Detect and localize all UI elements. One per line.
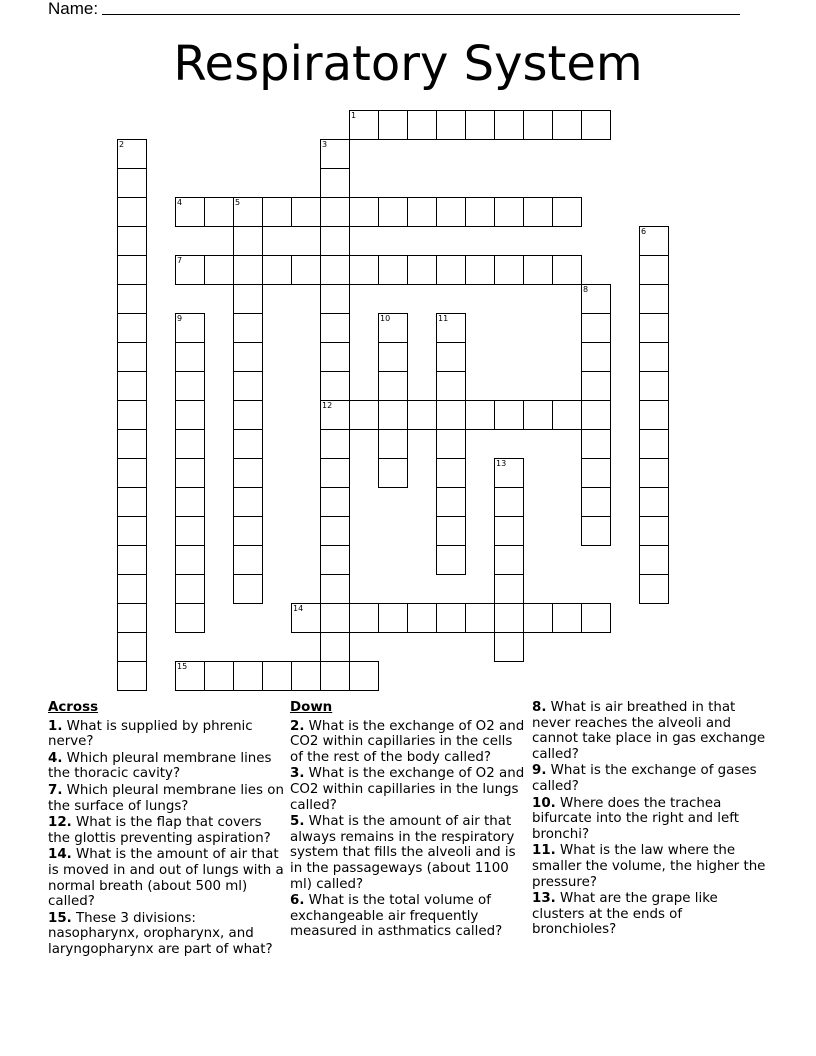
clue-number-label: 4 xyxy=(177,198,183,207)
grid-cell[interactable] xyxy=(233,371,263,401)
grid-cell[interactable] xyxy=(320,226,350,256)
clue-number: 2. xyxy=(290,718,305,734)
grid-cell[interactable] xyxy=(523,603,553,633)
clue-text: What is the total volume of exchangeable air frequently measured in asthmatics called? xyxy=(290,893,503,940)
grid-cell[interactable] xyxy=(204,255,234,285)
grid-cell[interactable] xyxy=(204,197,234,227)
grid-cell[interactable] xyxy=(117,371,147,401)
clue-number: 6. xyxy=(290,893,305,909)
grid-cell[interactable] xyxy=(639,574,669,604)
grid-cell[interactable] xyxy=(117,168,147,198)
grid-cell[interactable] xyxy=(349,197,379,227)
grid-cell[interactable] xyxy=(117,342,147,372)
down-heading: Down xyxy=(290,700,333,715)
grid-cell[interactable] xyxy=(349,400,379,430)
clue-number: 9. xyxy=(532,763,547,779)
grid-cell[interactable] xyxy=(349,661,379,691)
across-clues xyxy=(48,700,284,959)
grid-cell[interactable] xyxy=(581,371,611,401)
grid-cell[interactable] xyxy=(581,487,611,517)
grid-cell[interactable] xyxy=(175,197,205,227)
grid-cell[interactable] xyxy=(465,110,495,140)
grid-cell[interactable] xyxy=(175,516,205,546)
grid-cell[interactable] xyxy=(320,371,350,401)
clue-number: 7. xyxy=(48,782,63,798)
grid-cell[interactable] xyxy=(494,400,524,430)
grid-cell[interactable] xyxy=(436,313,466,343)
grid-cell[interactable] xyxy=(378,458,408,488)
grid-cell[interactable] xyxy=(436,255,466,285)
grid-cell[interactable] xyxy=(233,458,263,488)
grid-cell[interactable] xyxy=(117,197,147,227)
grid-cell[interactable] xyxy=(552,110,582,140)
clue-item xyxy=(532,891,768,938)
grid-cell[interactable] xyxy=(552,400,582,430)
grid-cell[interactable] xyxy=(436,603,466,633)
grid-cell[interactable] xyxy=(349,255,379,285)
grid-cell[interactable] xyxy=(175,371,205,401)
grid-cell[interactable] xyxy=(175,487,205,517)
grid-cell[interactable] xyxy=(175,429,205,459)
grid-cell[interactable] xyxy=(494,110,524,140)
grid-cell[interactable] xyxy=(117,226,147,256)
grid-cell[interactable] xyxy=(117,574,147,604)
grid-cell[interactable] xyxy=(436,516,466,546)
grid-cell[interactable] xyxy=(523,255,553,285)
grid-cell[interactable] xyxy=(175,574,205,604)
name-label: Name: xyxy=(48,0,99,18)
grid-cell[interactable] xyxy=(320,284,350,314)
clue-item xyxy=(532,700,768,762)
grid-cell[interactable] xyxy=(552,197,582,227)
grid-cell[interactable] xyxy=(233,313,263,343)
clue-text: What are the grape like clusters at the ends of bronchioles? xyxy=(532,891,718,938)
grid-cell[interactable] xyxy=(639,458,669,488)
grid-cell[interactable] xyxy=(175,313,205,343)
grid-cell[interactable] xyxy=(523,110,553,140)
clue-item xyxy=(532,763,768,794)
grid-cell[interactable] xyxy=(639,516,669,546)
grid-cell[interactable] xyxy=(378,342,408,372)
across-heading: Across xyxy=(48,700,99,715)
grid-cell[interactable] xyxy=(175,545,205,575)
grid-cell[interactable] xyxy=(436,371,466,401)
grid-cell[interactable] xyxy=(436,197,466,227)
grid-cell[interactable] xyxy=(117,255,147,285)
clue-text: Where does the trachea bifurcate into the right and left bronchi? xyxy=(532,795,739,842)
grid-cell[interactable] xyxy=(436,400,466,430)
grid-cell[interactable] xyxy=(117,487,147,517)
clue-text: What is the flap that covers the glottis preventing aspiration? xyxy=(48,815,271,846)
grid-cell[interactable] xyxy=(233,661,263,691)
grid-cell[interactable] xyxy=(436,545,466,575)
grid-cell[interactable] xyxy=(117,458,147,488)
grid-cell[interactable] xyxy=(320,574,350,604)
down-clues-continued xyxy=(532,700,768,939)
grid-cell[interactable] xyxy=(378,197,408,227)
grid-cell[interactable] xyxy=(320,516,350,546)
clue-text: Which pleural membrane lies on the surface of lungs? xyxy=(48,782,284,814)
grid-cell[interactable] xyxy=(436,342,466,372)
grid-cell[interactable] xyxy=(320,661,350,691)
grid-cell[interactable] xyxy=(465,255,495,285)
grid-cell[interactable] xyxy=(639,255,669,285)
grid-cell[interactable] xyxy=(494,516,524,546)
grid-cell[interactable] xyxy=(233,487,263,517)
clue-item xyxy=(532,843,768,890)
grid-cell[interactable] xyxy=(349,603,379,633)
clue-number: 10. xyxy=(532,795,556,811)
clue-item xyxy=(48,719,284,750)
clue-text: What is the exchange of O2 and CO2 within capillaries in the lungs called? xyxy=(290,766,525,813)
clue-number-label: 7 xyxy=(177,256,183,265)
clue-number-label: 5 xyxy=(235,198,241,207)
grid-cell[interactable] xyxy=(523,400,553,430)
grid-cell[interactable] xyxy=(175,255,205,285)
grid-cell[interactable] xyxy=(117,139,147,169)
clue-number: 1. xyxy=(48,718,63,734)
grid-cell[interactable] xyxy=(233,255,263,285)
grid-cell[interactable] xyxy=(233,226,263,256)
grid-cell[interactable] xyxy=(407,400,437,430)
clue-text: What is air breathed in that never reaches the alveoli and cannot take place in gas exchange called? xyxy=(532,700,766,762)
grid-cell[interactable] xyxy=(233,429,263,459)
grid-cell[interactable] xyxy=(407,110,437,140)
grid-cell[interactable] xyxy=(436,458,466,488)
clue-text: Which pleural membrane lines the thoracic cavity? xyxy=(48,750,272,782)
grid-cell[interactable] xyxy=(117,516,147,546)
grid-cell[interactable] xyxy=(291,255,321,285)
clue-number-label: 1 xyxy=(351,111,357,120)
grid-cell[interactable] xyxy=(523,197,553,227)
grid-cell[interactable] xyxy=(320,168,350,198)
clue-text: What is the exchange of gases called? xyxy=(532,763,757,794)
grid-cell[interactable] xyxy=(494,545,524,575)
clue-text: What is the amount of air that is moved in and out of lungs with a normal breath (about 500 ml) called? xyxy=(48,847,284,910)
grid-cell[interactable] xyxy=(378,110,408,140)
grid-cell[interactable] xyxy=(494,632,524,662)
clue-text: What is the law where the smaller the volume, the higher the pressure? xyxy=(532,843,766,890)
clue-item xyxy=(48,783,284,814)
clue-number: 15. xyxy=(48,910,72,926)
grid-cell[interactable] xyxy=(320,632,350,662)
grid-cell[interactable] xyxy=(291,603,321,633)
clue-item xyxy=(290,719,526,766)
grid-cell[interactable] xyxy=(494,487,524,517)
clue-number: 3. xyxy=(290,766,305,782)
grid-cell[interactable] xyxy=(117,400,147,430)
clue-number-label: 2 xyxy=(119,140,125,149)
grid-cell[interactable] xyxy=(262,661,292,691)
grid-cell[interactable] xyxy=(117,429,147,459)
clue-item xyxy=(48,815,284,846)
grid-cell[interactable] xyxy=(175,603,205,633)
grid-cell[interactable] xyxy=(378,603,408,633)
grid-cell[interactable] xyxy=(378,429,408,459)
grid-cell[interactable] xyxy=(320,400,350,430)
grid-cell[interactable] xyxy=(175,400,205,430)
clue-number-label: 9 xyxy=(177,314,183,323)
clue-text: What is the exchange of O2 and CO2 within capillaries in the cells of the rest of the body called? xyxy=(290,718,525,765)
clue-number-label: 8 xyxy=(583,285,589,294)
clue-number-label: 13 xyxy=(496,459,507,468)
grid-cell[interactable] xyxy=(175,342,205,372)
clue-number-label: 6 xyxy=(641,227,647,236)
grid-cell[interactable] xyxy=(320,255,350,285)
grid-cell[interactable] xyxy=(204,661,234,691)
grid-cell[interactable] xyxy=(581,458,611,488)
clue-number-label: 11 xyxy=(438,314,449,323)
grid-cell[interactable] xyxy=(436,110,466,140)
grid-cell[interactable] xyxy=(291,661,321,691)
grid-cell[interactable] xyxy=(494,255,524,285)
grid-cell[interactable] xyxy=(175,661,205,691)
grid-cell[interactable] xyxy=(262,197,292,227)
grid-cell[interactable] xyxy=(581,313,611,343)
grid-cell[interactable] xyxy=(320,429,350,459)
grid-cell[interactable] xyxy=(320,545,350,575)
grid-cell[interactable] xyxy=(175,458,205,488)
grid-cell[interactable] xyxy=(117,661,147,691)
grid-cell[interactable] xyxy=(320,342,350,372)
clue-item xyxy=(532,796,768,843)
grid-cell[interactable] xyxy=(494,574,524,604)
grid-cell[interactable] xyxy=(639,342,669,372)
clue-item xyxy=(48,911,284,958)
grid-cell[interactable] xyxy=(494,603,524,633)
grid-cell[interactable] xyxy=(233,342,263,372)
clue-number-label: 15 xyxy=(177,662,188,671)
grid-cell[interactable] xyxy=(639,284,669,314)
clue-number-label: 12 xyxy=(322,401,333,410)
clue-number-label: 14 xyxy=(293,604,304,613)
grid-cell[interactable] xyxy=(262,255,292,285)
grid-cell[interactable] xyxy=(581,516,611,546)
grid-cell[interactable] xyxy=(320,603,350,633)
grid-cell[interactable] xyxy=(320,313,350,343)
clue-number: 5. xyxy=(290,814,305,830)
grid-cell[interactable] xyxy=(581,284,611,314)
clue-item xyxy=(290,893,526,940)
grid-cell[interactable] xyxy=(581,342,611,372)
clue-number-label: 10 xyxy=(380,314,391,323)
clue-number: 4. xyxy=(48,750,63,766)
clue-text: These 3 divisions: nasopharynx, oropharynx, and laryngopharynx are part of what? xyxy=(48,910,273,957)
clue-number-label: 3 xyxy=(322,140,328,149)
grid-cell[interactable] xyxy=(378,400,408,430)
grid-cell[interactable] xyxy=(407,603,437,633)
grid-cell[interactable] xyxy=(407,197,437,227)
grid-cell[interactable] xyxy=(320,458,350,488)
grid-cell[interactable] xyxy=(117,284,147,314)
clue-item xyxy=(290,814,526,892)
grid-cell[interactable] xyxy=(552,255,582,285)
page-title: Respiratory System xyxy=(173,36,643,92)
clue-item xyxy=(48,847,284,909)
grid-cell[interactable] xyxy=(581,603,611,633)
grid-cell[interactable] xyxy=(581,429,611,459)
grid-cell[interactable] xyxy=(494,458,524,488)
grid-cell[interactable] xyxy=(320,487,350,517)
grid-cell[interactable] xyxy=(233,516,263,546)
grid-cell[interactable] xyxy=(117,545,147,575)
grid-cell[interactable] xyxy=(291,197,321,227)
grid-cell[interactable] xyxy=(465,197,495,227)
grid-cell[interactable] xyxy=(233,574,263,604)
grid-cell[interactable] xyxy=(639,400,669,430)
grid-cell[interactable] xyxy=(233,284,263,314)
grid-cell[interactable] xyxy=(639,313,669,343)
clue-number: 8. xyxy=(532,700,547,715)
grid-cell[interactable] xyxy=(639,371,669,401)
grid-cell[interactable] xyxy=(117,603,147,633)
grid-cell[interactable] xyxy=(639,545,669,575)
clue-number: 13. xyxy=(532,891,556,907)
grid-cell[interactable] xyxy=(233,545,263,575)
grid-cell[interactable] xyxy=(320,139,350,169)
clue-number: 14. xyxy=(48,847,72,863)
clue-number: 12. xyxy=(48,815,72,831)
grid-cell[interactable] xyxy=(581,110,611,140)
clue-item xyxy=(290,766,526,813)
clue-number: 11. xyxy=(532,843,556,859)
clue-text: What is the amount of air that always remains in the respiratory system that fills the alveoli and is in the passageways (about 1100 ml) called? xyxy=(290,814,516,892)
down-clues xyxy=(290,700,526,941)
grid-cell[interactable] xyxy=(436,487,466,517)
grid-cell[interactable] xyxy=(407,255,437,285)
grid-cell[interactable] xyxy=(349,110,379,140)
grid-cell[interactable] xyxy=(320,197,350,227)
grid-cell[interactable] xyxy=(639,429,669,459)
grid-cell[interactable] xyxy=(117,313,147,343)
clue-text: What is supplied by phrenic nerve? xyxy=(48,718,253,750)
grid-cell[interactable] xyxy=(465,603,495,633)
grid-cell[interactable] xyxy=(639,226,669,256)
grid-cell[interactable] xyxy=(378,255,408,285)
grid-cell[interactable] xyxy=(233,197,263,227)
grid-cell[interactable] xyxy=(117,632,147,662)
grid-cell[interactable] xyxy=(552,603,582,633)
grid-cell[interactable] xyxy=(378,313,408,343)
grid-cell[interactable] xyxy=(465,400,495,430)
grid-cell[interactable] xyxy=(378,371,408,401)
grid-cell[interactable] xyxy=(581,400,611,430)
grid-cell[interactable] xyxy=(639,487,669,517)
grid-cell[interactable] xyxy=(494,197,524,227)
grid-cell[interactable] xyxy=(436,429,466,459)
grid-cell[interactable] xyxy=(233,400,263,430)
clue-item xyxy=(48,751,284,782)
